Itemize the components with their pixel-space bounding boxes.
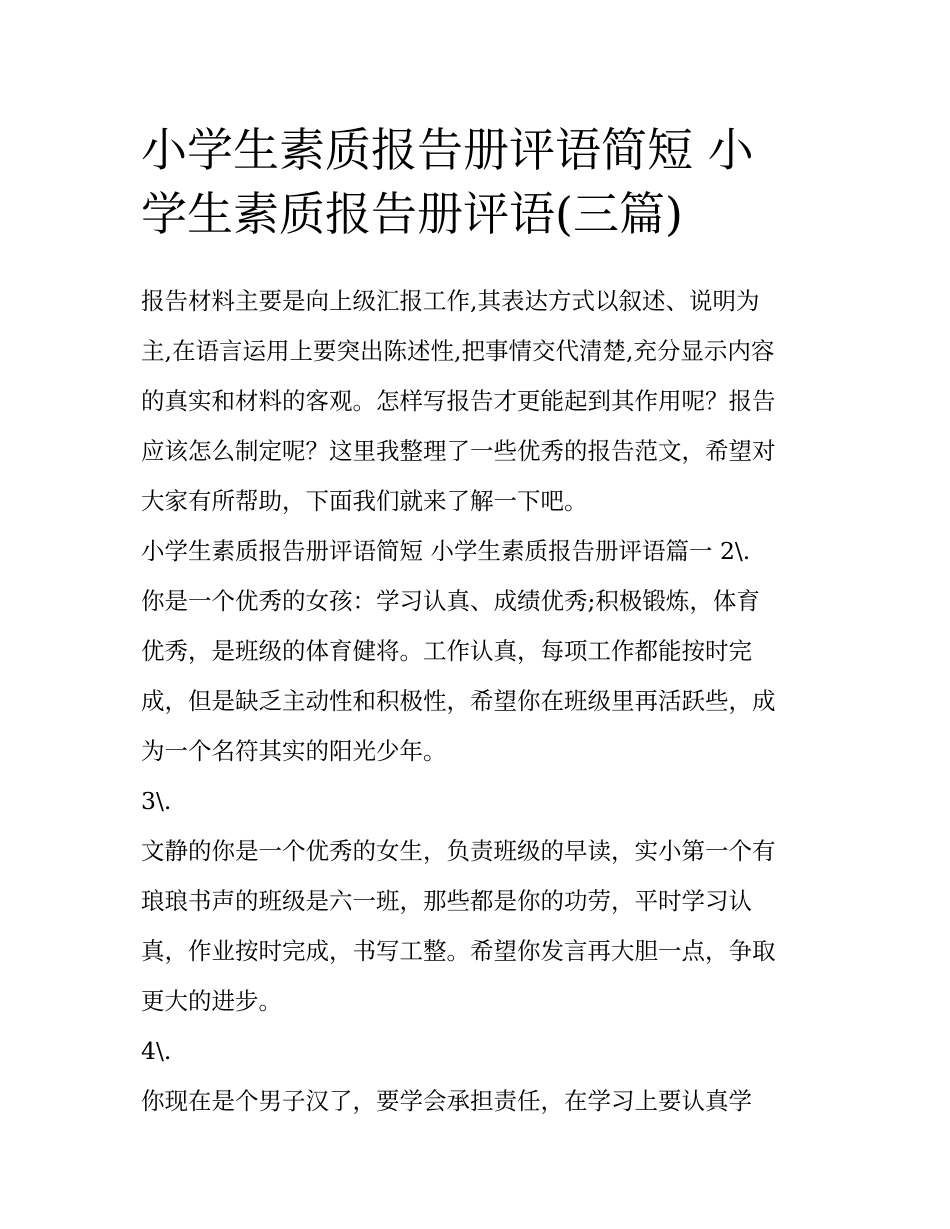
- section-heading-line: 小学生素质报告册评语简短 小学生素质报告册评语篇一 2\.: [141, 537, 751, 565]
- document-title: [141, 118, 821, 246]
- intro-line: 应该怎么制定呢？这里我整理了一些优秀的报告范文，希望对: [141, 437, 776, 465]
- comment-line: 你是一个优秀的女孩：学习认真、成绩优秀;积极锻炼，体育: [141, 587, 760, 615]
- intro-line: 主,在语言运用上要突出陈述性,把事情交代清楚,充分显示内容: [141, 337, 775, 365]
- comment-line: 文静的你是一个优秀的女生，负责班级的早读，实小第一个有: [141, 837, 776, 865]
- title-line: 学生素质报告册评语(三篇): [141, 187, 683, 241]
- comment-line: 优秀，是班级的体育健将。工作认真，每项工作都能按时完: [141, 637, 752, 665]
- intro-line: 的真实和材料的客观。怎样写报告才更能起到其作用呢？报告: [141, 387, 776, 415]
- document-body: [141, 276, 821, 1126]
- comment-line: 为一个名符其实的阳光少年。: [141, 737, 447, 765]
- item-number: 4\.: [141, 1037, 172, 1065]
- comment-line: 琅琅书声的班级是六一班，那些都是你的功劳，平时学习认: [141, 887, 752, 915]
- intro-line: 报告材料主要是向上级汇报工作,其表达方式以叙述、说明为: [141, 287, 760, 315]
- comment-line: 更大的进步。: [141, 987, 282, 1015]
- comment-line: 成，但是缺乏主动性和积极性，希望你在班级里再活跃些，成: [141, 687, 776, 715]
- item-number: 3\.: [141, 787, 172, 815]
- comment-line: 真，作业按时完成，书写工整。希望你发言再大胆一点，争取: [141, 937, 776, 965]
- comment-line: 你现在是个男子汉了，要学会承担责任，在学习上要认真学: [141, 1087, 752, 1115]
- intro-line: 大家有所帮助，下面我们就来了解一下吧。: [141, 487, 588, 515]
- title-line: 小学生素质报告册评语简短 小: [141, 123, 754, 177]
